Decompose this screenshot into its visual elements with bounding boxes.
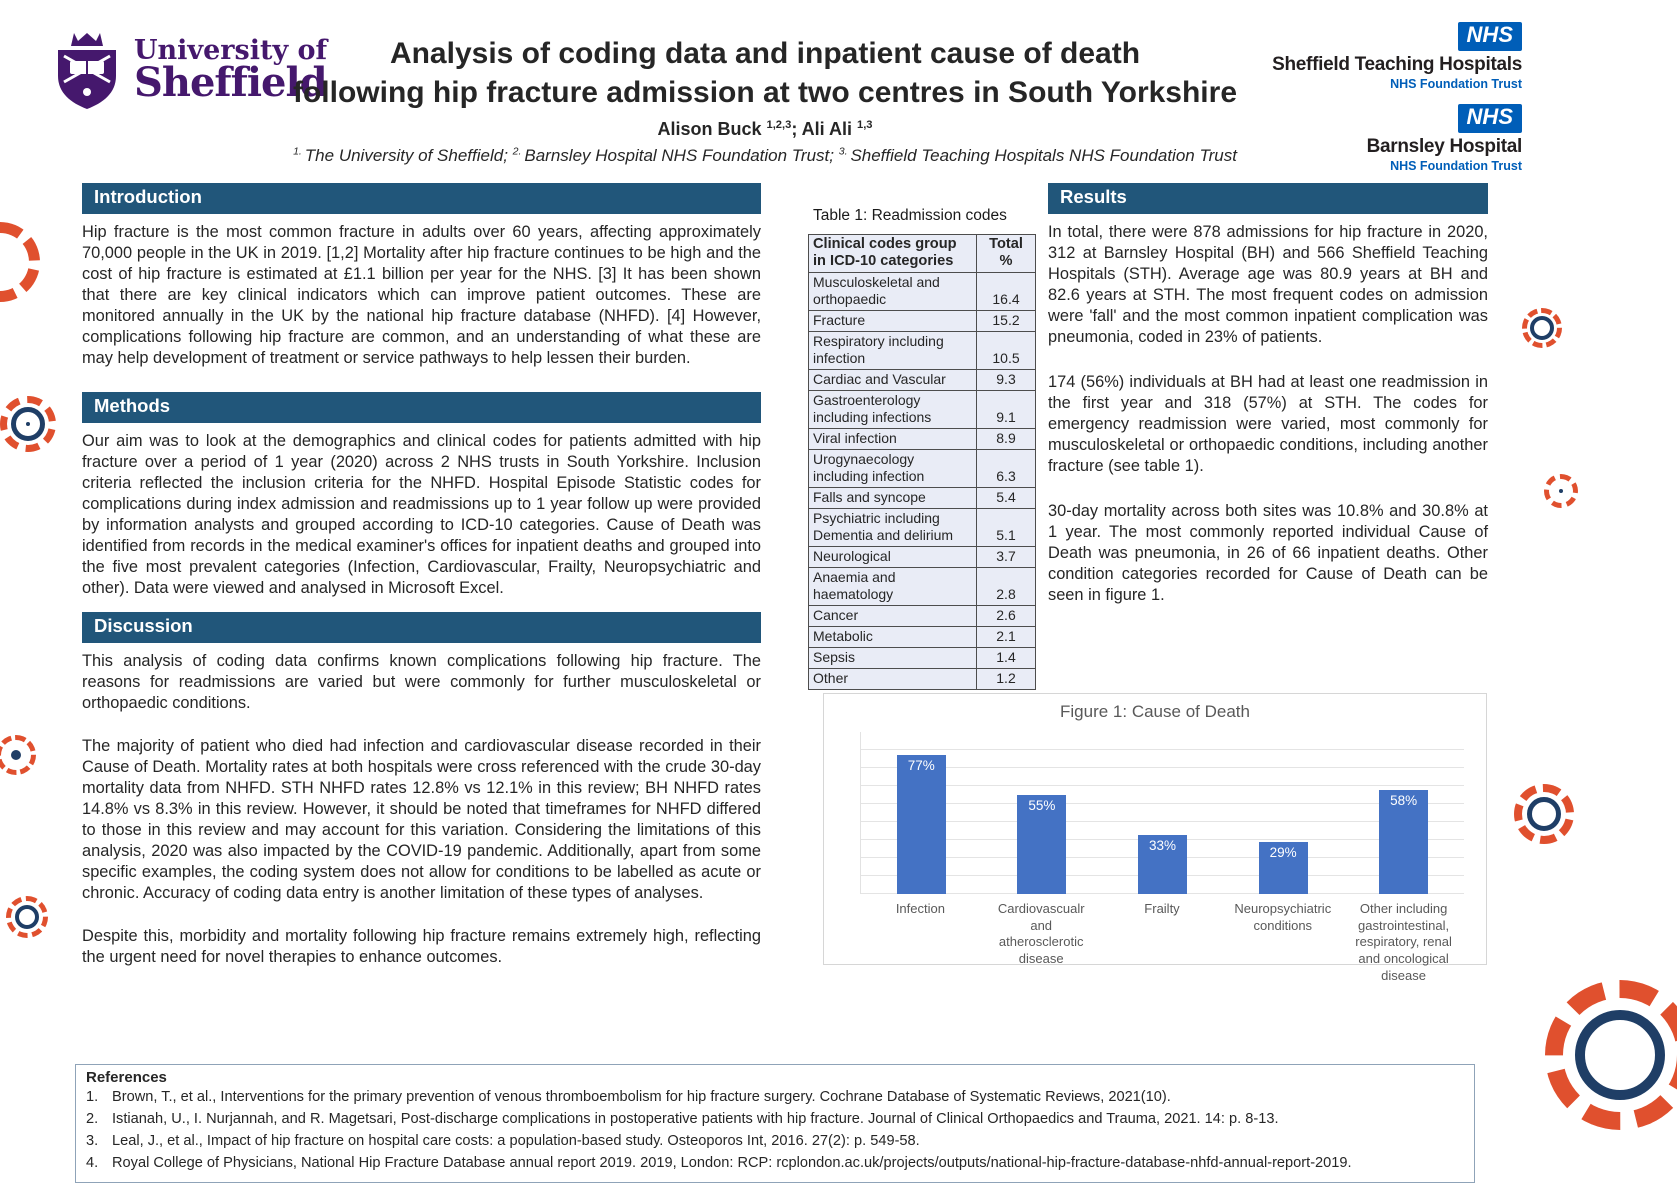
table-cell-code-group: Psychiatric including Dementia and delirium <box>809 509 977 547</box>
bar-column <box>861 732 982 894</box>
references-heading: References <box>86 1069 167 1086</box>
affiliation-part: $^{2.}$ Barnsley Hospital NHS Foundation Trust; <box>512 145 839 165</box>
bar-column <box>1223 732 1344 894</box>
nhs-lozenge-icon: NHS <box>1458 104 1522 133</box>
authors-line: Alison Buck $^{1,2,3}$; Ali Ali $^{1,3}$ <box>657 119 873 139</box>
results-paragraph: In total, there were 878 admissions for hip fracture in 2020, 312 at Barnsley Hospital (BH) and 566 Sheffield Teaching Hospitals (STH). Average age was 80.9 years at BH and 82.6 years at STH. The most frequent codes on admission were 'fall' and the most common inpatient complication was pneumonia, coded in 23% of patients. <box>1048 223 1488 346</box>
table-cell-total: 15.2 <box>977 311 1036 332</box>
table-row <box>809 391 1036 429</box>
table-cell-total: 2.8 <box>977 568 1036 606</box>
decorative-ring <box>1545 980 1677 1130</box>
category-label: Cardiovascualr and atherosclerotic disease <box>997 901 1085 966</box>
decorative-ring <box>0 396 56 452</box>
table-cell-total: 8.9 <box>977 429 1036 450</box>
reference-text: Royal College of Physicians, National Hip Fracture Database annual report 2019. 2019, London: RCP: rcplondon.ac.uk/projects/outputs/national-hip-fracture-database-nhfd-annual-report-2019. <box>112 1155 1352 1171</box>
decorative-ring <box>0 735 36 775</box>
category-label: Other including gastrointestinal, respiratory, renal and oncological disease <box>1355 901 1452 983</box>
table-row <box>809 488 1036 509</box>
bar-2 <box>1138 835 1187 894</box>
university-crest-icon <box>50 30 124 110</box>
table-row <box>809 547 1036 568</box>
bar-value-label: 29% <box>1269 844 1297 860</box>
decorative-ring <box>1544 474 1578 508</box>
reference-text: Istianah, U., I. Nurjannah, and R. Magetsari, Post-discharge complications in postoperative patients with hip fracture. Journal of Clinical Orthopaedics and Trauma, 2021. 14: p. 8-13. <box>112 1111 1279 1127</box>
bar-column <box>982 732 1103 894</box>
table-row <box>809 450 1036 488</box>
figure-title: Figure 1: Cause of Death <box>1060 702 1250 721</box>
affiliations-line <box>250 145 1280 166</box>
discussion-heading: Discussion <box>82 612 761 643</box>
results-section <box>1048 183 1488 606</box>
reference-number: 3. <box>86 1133 99 1149</box>
table-cell-code-group: Sepsis <box>809 648 977 669</box>
table-cell-total: 1.4 <box>977 648 1036 669</box>
table-cell-code-group: Cardiac and Vascular <box>809 370 977 391</box>
nhs-trust-name: Sheffield Teaching Hospitals <box>1272 54 1522 75</box>
bar-1 <box>1017 795 1066 894</box>
table-cell-total: 2.6 <box>977 606 1036 627</box>
bar-value-label: 55% <box>1028 798 1056 813</box>
reference-item <box>86 1152 1464 1174</box>
figure-plot <box>860 732 1464 894</box>
decorative-ring <box>6 896 48 938</box>
table-cell-code-group: Musculoskeletal and orthopaedic <box>809 273 977 311</box>
bar-4 <box>1379 790 1428 894</box>
table-cell-total: 6.3 <box>977 450 1036 488</box>
table-cell-code-group: Viral infection <box>809 429 977 450</box>
decorative-ring <box>0 222 40 302</box>
bar-column <box>1343 732 1464 894</box>
nhs-lozenge-icon: NHS <box>1458 22 1522 51</box>
reference-item <box>86 1086 1464 1108</box>
nhs-logos <box>1272 22 1522 173</box>
category-label: Neuropsychiatric conditions <box>1234 901 1332 933</box>
table-cell-code-group: Metabolic <box>809 627 977 648</box>
table-cell-total: 5.4 <box>977 488 1036 509</box>
category-label: Infection <box>895 901 945 916</box>
figure-categories <box>860 901 1464 984</box>
discussion-paragraph: Despite this, morbidity and mortality following hip fracture remains extremely high, reflecting the urgent need for novel therapies to enhance outcomes. <box>82 927 761 966</box>
table-cell-code-group: Cancer <box>809 606 977 627</box>
table-cell-code-group: Fracture <box>809 311 977 332</box>
table-cell-total: 2.1 <box>977 627 1036 648</box>
discussion-paragraph: This analysis of coding data confirms known complications following hip fracture. The reasons for readmissions are varied but were commonly for further musculoskeletal or orthopaedic conditions. <box>82 652 761 712</box>
figure-cause-of-death <box>823 693 1487 983</box>
bar-value-label: 77% <box>907 758 935 774</box>
table-row <box>809 429 1036 450</box>
nhs-logo <box>1367 104 1522 173</box>
table-header-codes: Clinical codes group in ICD-10 categories <box>809 235 977 273</box>
uos-logo-text-line2: Sheffield <box>134 58 327 106</box>
methods-body: Our aim was to look at the demographics and clinical codes for patients admitted with hip fracture over a period of 1 year (2020) across 2 NHS trusts in South Yorkshire. Inclusion criteria reflected the inclusion criteria for the NHFD. Hospital Episode Statistic codes for complications during index admission and readmissions up to 1 year follow up were provided by information analysts and grouped according to ICD-10 categories. Cause of Death was identified from records in the medical examiner's offices for inpatient deaths and grouped into the five most prevalent categories (Infection, Cardiovascular, Frailty, Neuropsychiatric and other). Data were viewed and analysed in Microsoft Excel. <box>82 432 761 597</box>
table-row <box>809 648 1036 669</box>
reference-item <box>86 1108 1464 1130</box>
table-row <box>809 627 1036 648</box>
table-cell-code-group: Falls and syncope <box>809 488 977 509</box>
table-cell-code-group: Respiratory including infection <box>809 332 977 370</box>
reference-text: Leal, J., et al., Impact of hip fracture on hospital care costs: a population-based study. Osteoporos Int, 2016. 27(2): p. 549-58. <box>112 1133 920 1149</box>
table-cell-code-group: Neurological <box>809 547 977 568</box>
table-header-row <box>809 235 1036 273</box>
uos-logo-text-line1: University of <box>134 35 328 67</box>
table-cell-total: 16.4 <box>977 273 1036 311</box>
table-row <box>809 568 1036 606</box>
reference-number: 4. <box>86 1155 99 1171</box>
category-label: Frailty <box>1144 901 1180 916</box>
table-cell-total: 10.5 <box>977 332 1036 370</box>
bar-value-label: 58% <box>1390 792 1418 808</box>
introduction-body: Hip fracture is the most common fracture in adults over 60 years, affecting approximately 70,000 people in the UK in 2019. [1,2] Mortality after hip fracture continues to be high and the cost of hip fracture is estimated at £1.1 billion per year for the NHS. [3] It has been shown that there are key clinical indicators which can improve patient outcomes. These are monitored annually in the UK by the national hip fracture database (NHFD). [4] However, complications following hip fracture are common, and an understanding of what these are may help development of treatment or service pathways to help lessen their burden. <box>82 223 761 367</box>
affiliation-part: $^{3.}$ Sheffield Teaching Hospitals NHS Foundation Trust <box>838 145 1237 165</box>
table-row <box>809 509 1036 547</box>
results-heading: Results <box>1048 183 1488 214</box>
table-cell-total: 3.7 <box>977 547 1036 568</box>
table-row <box>809 669 1036 690</box>
nhs-trust-name: Barnsley Hospital <box>1366 136 1522 157</box>
nhs-trust-subtitle: NHS Foundation Trust <box>1390 77 1522 91</box>
results-paragraph: 174 (56%) individuals at BH had at least one readmission in the first year and 318 (57%) at STH. The codes for emergency readmission were varied, most commonly for musculoskeletal or orthopaedic conditions, including another fracture (see table 1). <box>1048 373 1488 475</box>
table-cell-code-group: Gastroenterology including infections <box>809 391 977 429</box>
discussion-section <box>82 612 761 968</box>
table-caption: Table 1: Readmission codes <box>813 207 1007 224</box>
table-cell-total: 9.1 <box>977 391 1036 429</box>
table-cell-code-group: Anaemia and haematology <box>809 568 977 606</box>
table-cell-code-group: Other <box>809 669 977 690</box>
bar-value-label: 33% <box>1148 837 1176 853</box>
reference-number: 1. <box>86 1089 99 1105</box>
table-row <box>809 273 1036 311</box>
bar-column <box>1102 732 1223 894</box>
introduction-section <box>82 183 761 369</box>
table-cell-total: 9.3 <box>977 370 1036 391</box>
reference-item <box>86 1130 1464 1152</box>
references-box <box>75 1064 1475 1183</box>
bar-3 <box>1259 842 1308 894</box>
table-row <box>809 370 1036 391</box>
readmission-table-area <box>808 207 1036 690</box>
methods-heading: Methods <box>82 392 761 423</box>
methods-section <box>82 392 761 599</box>
table-cell-total: 1.2 <box>977 669 1036 690</box>
title-block <box>250 34 1280 166</box>
discussion-paragraph: The majority of patient who died had infection and cardiovascular disease recorded in their Cause of Death. Mortality rates at both hospitals were cross referenced with the crude 30-day mortality data from NHFD. STH NHFD rates 12.8% vs 12.1% in this review; BH NHFD rates 14.8% vs 8.3% in this review. However, it should be noted that timeframes for NHFD differed to those in this review and may account for this variation. Considering the limitations of this analysis, 2020 was also impacted by the COVID-19 pandemic. Additionally, apart from some specific examples, the coding system does not allow for conditions to be labelled as acute or chronic. Accuracy of coding data entry is another limitation of these types of analyses. <box>82 737 761 902</box>
table-cell-total: 5.1 <box>977 509 1036 547</box>
decorative-ring <box>1522 308 1562 348</box>
table-cell-code-group: Urogynaecology including infection <box>809 450 977 488</box>
affiliation-part: $^{1.}$ The University of Sheffield; <box>293 145 513 165</box>
reference-number: 2. <box>86 1111 99 1127</box>
table-row <box>809 606 1036 627</box>
nhs-trust-subtitle: NHS Foundation Trust <box>1390 159 1522 173</box>
poster-title-line1: Analysis of coding data and inpatient cause of death <box>389 37 1141 70</box>
table-row <box>809 332 1036 370</box>
bar-0 <box>897 755 946 894</box>
results-paragraph: 30-day mortality across both sites was 10.8% and 30.8% at 1 year. The most commonly reported individual Cause of Death was pneumonia, in 26 of 66 inpatient deaths. Other condition categories recorded for Cause of Death can be seen in figure 1. <box>1048 502 1488 604</box>
table-header-total: Total % <box>977 235 1036 273</box>
table-row <box>809 311 1036 332</box>
reference-text: Brown, T., et al., Interventions for the primary prevention of venous thromboembolism for hip fracture surgery. Cochrane Database of Systematic Reviews, 2021(10). <box>112 1089 1171 1105</box>
readmission-codes-table <box>808 234 1036 690</box>
decorative-ring <box>1514 784 1574 844</box>
poster-title-line2: following hip fracture admission at two centres in South Yorkshire <box>292 76 1238 109</box>
nhs-logo <box>1272 22 1522 91</box>
introduction-heading: Introduction <box>82 183 761 214</box>
